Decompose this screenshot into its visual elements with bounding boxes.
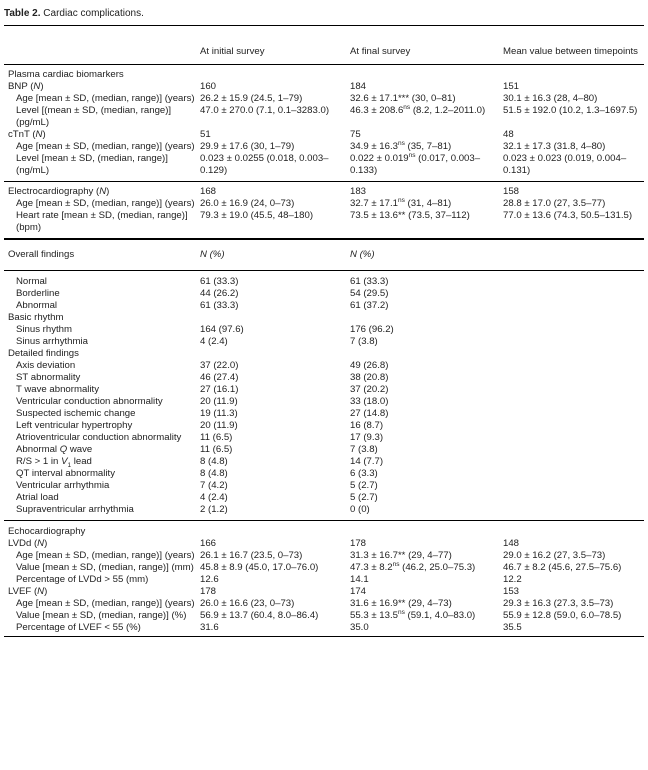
cell: 16 (8.7) [350,420,384,431]
cell: 26.0 ± 16.6 (23, 0–73) [200,598,295,609]
cell: 8 (4.8) [200,468,228,479]
row-label: Sinus rhythm [16,324,72,335]
table-title: Cardiac complications. [43,8,144,19]
table-row [4,81,644,93]
cell: 158 [503,186,520,197]
row-label: Atrioventricular conduction abnormality [16,432,182,443]
cell: 26.2 ± 15.9 (24.5, 1–79) [200,93,303,104]
overall-findings-list [4,276,644,312]
cell: 61 (33.3) [200,300,239,311]
subsection-title: Detailed findings [8,348,79,359]
row-label: Age [mean ± SD, (median, range)] (years) [16,598,195,609]
cell: 153 [503,586,520,597]
bottom-rule [4,636,644,637]
row-label: Percentage of LVEF < 55 (%) [16,622,141,633]
cell: 61 (33.3) [200,276,239,287]
cell: 46 (27.4) [200,372,239,383]
cell: 0.023 ± 0.023 (0.019, 0.004–0.131) [503,153,627,176]
row-label: QT interval abnormality [16,468,115,479]
row-label: Ventricular arrhythmia [16,480,110,491]
cell: 7 (3.8) [350,336,378,347]
cell: 176 (96.2) [350,324,394,335]
cell: 14.1 [350,574,369,585]
table-row [4,444,644,456]
cell: 56.9 ± 13.7 (60.4, 8.0–86.4) [200,610,319,621]
table-row [4,480,644,492]
cell: 54 (29.5) [350,288,389,299]
table-row [4,538,644,550]
table-row [4,384,644,396]
cell: 184 [350,81,367,92]
cell: 178 [350,538,367,549]
table-row [4,432,644,444]
cell: 35.0 [350,622,369,633]
table-row [4,300,644,312]
cell: $46.3 \pm 208.6^{ns}$ (8.2, 1.2–2011.0) [350,103,486,116]
cell: $34.9 \pm 16.3^{ns}$ (35, 7–81) [350,139,452,152]
findings-section [4,271,644,520]
table-caption [4,0,644,25]
findings-col3-header: N (%) [350,249,375,260]
cell: 38 (20.8) [350,372,389,383]
table-row [4,562,644,574]
table-row [4,276,644,288]
table-row [4,129,644,141]
cell: 31.6 ± 16.9** (29, 4–73) [350,598,452,609]
table-row [4,408,644,420]
cell: 148 [503,538,520,549]
cell: 7 (3.8) [350,444,378,455]
row-label: Axis deviation [16,360,76,371]
table-container [4,0,644,637]
detailed-findings-list [4,360,644,516]
table-row [4,550,644,562]
table-row [4,360,644,372]
table-row [4,468,644,480]
table-label: Table 2. [4,8,41,19]
biomarkers-section [4,65,644,181]
cell: 37 (22.0) [200,360,239,371]
section-title: Plasma cardiac biomarkers [8,69,124,80]
cell: 4 (2.4) [200,336,228,347]
cell: 26.1 ± 16.7 (23.5, 0–73) [200,550,303,561]
cell: 2 (1.2) [200,504,228,515]
cell: 160 [200,81,217,92]
row-label: Percentage of LVDd > 55 (mm) [16,574,149,585]
cell: 0 (0) [350,504,370,515]
cell: 19 (11.3) [200,408,238,419]
row-label: Value [mean ± SD, (median, range)] (%) [16,610,187,621]
table-row [4,105,644,129]
row-label: ST abnormality [16,372,81,383]
cell: $47.3 \pm 8.2^{ns}$ (46.2, 25.0–75.3) [350,560,476,573]
cell: 4 (2.4) [200,492,228,503]
subsection-title: Basic rhythm [8,312,64,323]
cell: 32.6 ± 17.1*** (30, 0–81) [350,93,456,104]
lvdd-rows [4,550,644,586]
cell: 28.8 ± 17.0 (27, 3.5–77) [503,198,606,209]
row-label: Abnormal [16,300,58,311]
cell: $55.3 \pm 13.5^{ns}$ (59.1, 4.0–83.0) [350,608,476,621]
table-header-row [4,26,644,64]
row-label: T wave abnormality [16,384,100,395]
cell: $0.022 \pm 0.019^{ns}$ (0.017, 0.003–0.133) [350,151,481,176]
cell: $32.7 \pm 17.1^{ns}$ (31, 4–81) [350,196,452,209]
table-row [4,186,644,198]
cell: 45.8 ± 8.9 (45.0, 17.0–76.0) [200,562,319,573]
section-title: Echocardiography [8,526,86,537]
cell: 47.0 ± 270.0 (7.1, 0.1–3283.0) [200,105,330,116]
cell: 79.3 ± 19.0 (45.5, 48–180) [200,210,314,221]
cell: 20 (11.9) [200,396,238,407]
table-row [4,586,644,598]
row-label: Atrial load [16,492,59,503]
cell: 12.2 [503,574,522,585]
cell: 166 [200,538,217,549]
findings-header-row [4,240,644,270]
cell: 46.7 ± 8.2 (45.6, 27.5–75.6) [503,562,622,573]
lvef-rows [4,598,644,634]
findings-col2-header: N (%) [200,249,225,260]
row-label: Normal [16,276,47,287]
row-label: Heart rate [mean ± SD, (median, range)] (bpm) [16,210,188,233]
cell: 48 [503,129,514,140]
row-label: Level [(mean ± SD, (median, range)] (pg/mL) [16,105,172,128]
table-row [4,610,644,622]
header-mean-value: Mean value between timepoints [503,46,638,57]
cell: 5 (2.7) [350,492,378,503]
cell: 174 [350,586,367,597]
row-label: Suspected ischemic change [16,408,136,419]
cell: 178 [200,586,217,597]
table-row [4,420,644,432]
cell: 30.1 ± 16.3 (28, 4–80) [503,93,598,104]
row-label: Supraventricular arrhythmia [16,504,134,515]
cell: 29.0 ± 16.2 (27, 3.5–73) [503,550,606,561]
cell: 75 [350,129,361,140]
cell: 51.5 ± 192.0 (10.2, 1.3–1697.5) [503,105,638,116]
cell: 168 [200,186,217,197]
cell: 20 (11.9) [200,420,238,431]
cell: 29.9 ± 17.6 (30, 1–79) [200,141,295,152]
row-label: LVDd (N) [8,538,48,549]
ecg-section [4,182,644,238]
row-label: Electrocardiography (N) [8,186,110,197]
cell: 32.1 ± 17.3 (31.8, 4–80) [503,141,606,152]
cell: 17 (9.3) [350,432,384,443]
row-label: Left ventricular hypertrophy [16,420,133,431]
table-row [4,336,644,348]
cell: 6 (3.3) [350,468,378,479]
table-row [4,574,644,586]
header-final-survey: At final survey [350,46,411,57]
row-label: Age [mean ± SD, (median, range)] (years) [16,550,195,561]
echo-section [4,521,644,636]
cell: 31.3 ± 16.7** (29, 4–77) [350,550,452,561]
row-label: Age [mean ± SD, (median, range)] (years) [16,141,195,152]
cell: 35.5 [503,622,522,633]
cell: 73.5 ± 13.6** (73.5, 37–112) [350,210,470,221]
cell: 14 (7.7) [350,456,384,467]
cell: 151 [503,81,520,92]
cell: 55.9 ± 12.8 (59.0, 6.0–78.5) [503,610,622,621]
table-row [4,153,644,177]
row-label: Sinus arrhythmia [16,336,88,347]
row-label: Age [mean ± SD, (median, range)] (years) [16,198,195,209]
cell: 12.6 [200,574,219,585]
row-label: Abnormal Q wave [16,444,93,455]
table-row [4,210,644,234]
cell: 27 (14.8) [350,408,389,419]
row-label: BNP (N) [8,81,44,92]
table-row [4,492,644,504]
cell: 31.6 [200,622,219,633]
cell: 183 [350,186,367,197]
cell: 61 (37.2) [350,300,389,311]
cell: 37 (20.2) [350,384,389,395]
cell: 8 (4.8) [200,456,228,467]
table-row [4,324,644,336]
cell: 5 (2.7) [350,480,378,491]
cell: 11 (6.5) [200,432,233,443]
cell: 29.3 ± 16.3 (27.3, 3.5–73) [503,598,614,609]
cell: 49 (26.8) [350,360,389,371]
cell: 61 (33.3) [350,276,389,287]
row-label: Value [mean ± SD, (median, range)] (mm) [16,562,194,573]
table-row [4,504,644,516]
header-initial-survey: At initial survey [200,46,265,57]
row-label: Level [mean ± SD, (median, range)] (ng/mL) [16,153,168,176]
table-row [4,93,644,105]
table-row [4,198,644,210]
cell: 27 (16.1) [200,384,239,395]
table-row [4,598,644,610]
cell: 0.023 ± 0.0255 (0.018, 0.003–0.129) [200,153,329,176]
cell: 26.0 ± 16.9 (24, 0–73) [200,198,295,209]
table-row [4,622,644,634]
cell: 33 (18.0) [350,396,389,407]
cell: 7 (4.2) [200,480,228,491]
table-row [4,141,644,153]
table-row [4,372,644,384]
row-label: LVEF (N) [8,586,48,597]
row-label: Borderline [16,288,60,299]
basic-rhythm-list [4,324,644,348]
table-row [4,456,644,468]
cell: 11 (6.5) [200,444,233,455]
table-row [4,396,644,408]
cell: 51 [200,129,211,140]
cell: 44 (26.2) [200,288,239,299]
cell: 164 (97.6) [200,324,244,335]
row-label: Age [mean ± SD, (median, range)] (years) [16,93,195,104]
cell: 77.0 ± 13.6 (74.3, 50.5–131.5) [503,210,633,221]
findings-title: Overall findings [8,249,75,260]
row-label: R/S > 1 in $V_1$ lead [16,456,92,469]
row-label: Ventricular conduction abnormality [16,396,163,407]
table-row [4,288,644,300]
row-label: cTnT (N) [8,129,46,140]
